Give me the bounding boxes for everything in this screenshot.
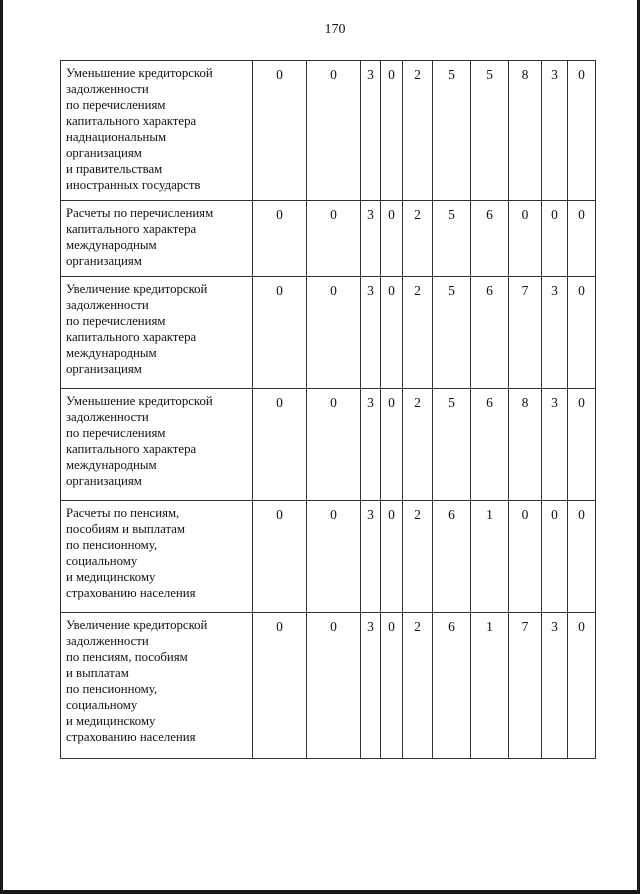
code-digit: 0 — [568, 389, 596, 501]
code-digit: 0 — [381, 61, 403, 201]
code-digit: 0 — [509, 501, 542, 613]
table-row — [61, 61, 596, 201]
table-row — [61, 277, 596, 389]
code-digit: 0 — [381, 277, 403, 389]
code-digit: 2 — [403, 389, 433, 501]
row-description: Уменьшение кредиторской задолженности по перечислениям капитального характера наднациональным организациям и правительствам иностранных государств — [61, 61, 253, 201]
code-digit: 2 — [403, 277, 433, 389]
code-digit: 3 — [361, 201, 381, 277]
code-digit: 2 — [403, 61, 433, 201]
code-digit: 0 — [253, 501, 307, 613]
code-digit: 3 — [361, 613, 381, 759]
code-digit: 3 — [361, 389, 381, 501]
code-digit: 5 — [433, 61, 471, 201]
code-digit: 0 — [542, 201, 568, 277]
code-digit: 3 — [361, 501, 381, 613]
code-digit: 0 — [568, 613, 596, 759]
code-digit: 0 — [568, 201, 596, 277]
code-digit: 0 — [568, 501, 596, 613]
table-row — [61, 389, 596, 501]
code-digit: 3 — [542, 277, 568, 389]
code-digit: 1 — [471, 501, 509, 613]
code-digit: 0 — [307, 201, 361, 277]
code-digit: 0 — [253, 277, 307, 389]
code-digit: 0 — [253, 613, 307, 759]
row-description: Увеличение кредиторской задолженности по пенсиям, пособиям и выплатам по пенсионному, социальному и медицинскому страхованию населения — [61, 613, 253, 759]
row-description: Расчеты по пенсиям, пособиям и выплатам по пенсионному, социальному и медицинскому страхованию населения — [61, 501, 253, 613]
code-digit: 0 — [307, 501, 361, 613]
page-number: 170 — [324, 22, 346, 37]
code-digit: 6 — [433, 613, 471, 759]
code-digit: 8 — [509, 61, 542, 201]
code-digit: 0 — [381, 501, 403, 613]
code-digit: 0 — [307, 61, 361, 201]
table-row — [61, 613, 596, 759]
code-digit: 5 — [471, 61, 509, 201]
code-digit: 0 — [307, 389, 361, 501]
row-description: Расчеты по перечислениям капитального характера международным организациям — [61, 201, 253, 277]
code-digit: 0 — [307, 613, 361, 759]
table-row — [61, 501, 596, 613]
code-digit: 6 — [471, 277, 509, 389]
code-digit: 8 — [509, 389, 542, 501]
code-digit: 2 — [403, 501, 433, 613]
code-digit: 0 — [253, 61, 307, 201]
code-digit: 3 — [542, 613, 568, 759]
ledger-table — [60, 60, 596, 759]
code-digit: 3 — [361, 277, 381, 389]
code-digit: 0 — [381, 613, 403, 759]
code-digit: 0 — [381, 201, 403, 277]
table-row — [61, 201, 596, 277]
row-description: Уменьшение кредиторской задолженности по перечислениям капитального характера международным организациям — [61, 389, 253, 501]
code-digit: 3 — [542, 389, 568, 501]
code-digit: 3 — [361, 61, 381, 201]
code-digit: 0 — [253, 389, 307, 501]
code-digit: 0 — [568, 61, 596, 201]
code-digit: 5 — [433, 389, 471, 501]
code-digit: 1 — [471, 613, 509, 759]
code-digit: 6 — [471, 389, 509, 501]
code-digit: 0 — [307, 277, 361, 389]
code-digit: 5 — [433, 201, 471, 277]
code-digit: 7 — [509, 613, 542, 759]
code-digit: 6 — [471, 201, 509, 277]
code-digit: 2 — [403, 613, 433, 759]
code-digit: 3 — [542, 61, 568, 201]
code-digit: 2 — [403, 201, 433, 277]
row-description: Увеличение кредиторской задолженности по перечислениям капитального характера международным организациям — [61, 277, 253, 389]
code-digit: 5 — [433, 277, 471, 389]
code-digit: 0 — [568, 277, 596, 389]
code-digit: 0 — [253, 201, 307, 277]
code-digit: 6 — [433, 501, 471, 613]
code-digit: 7 — [509, 277, 542, 389]
code-digit: 0 — [542, 501, 568, 613]
code-digit: 0 — [381, 389, 403, 501]
code-digit: 0 — [509, 201, 542, 277]
